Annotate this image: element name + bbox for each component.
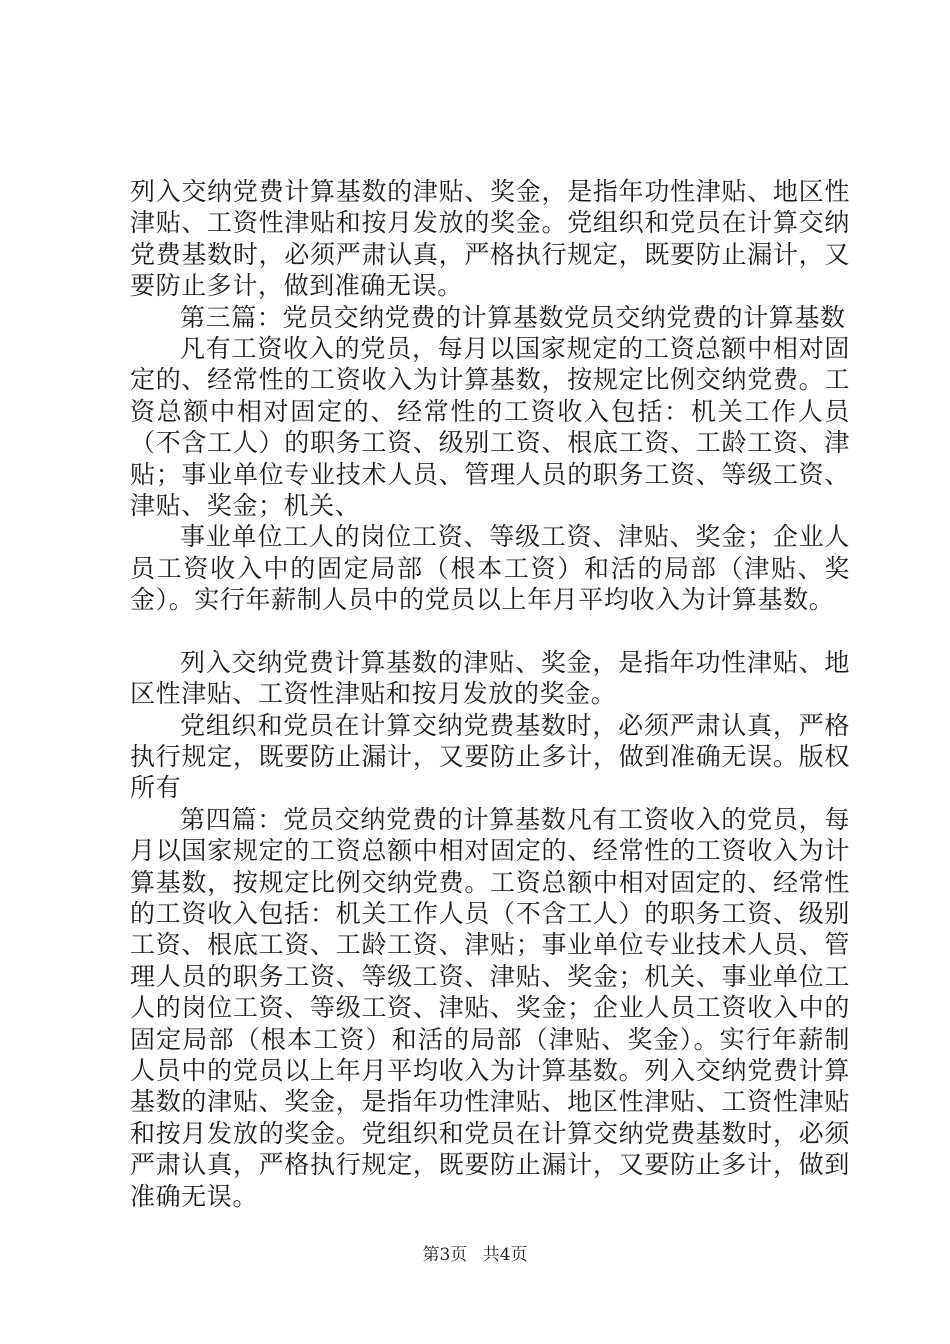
page-footer xyxy=(0,1244,950,1266)
paragraph-4: 事业单位工人的岗位工资、等级工资、津贴、奖金；企业人员工资收入中的固定局部（根本工资）和活的局部（津贴、奖金）。实行年薪制人员中的党员以上年月平均收入为计算基数。 xyxy=(130,522,850,615)
paragraph-5: 列入交纳党费计算基数的津贴、奖金，是指年功性津贴、地区性津贴、工资性津贴和按月发放的奖金。 xyxy=(130,647,850,709)
section-paragraph-4: 第四篇：党员交纳党费的计算基数凡有工资收入的党员，每月以国家规定的工资总额中相对固定的、经常性的工资收入为计算基数，按规定比例交纳党费。工资总额中相对固定的、经常性的工资收入包括：机关工作人员（不含工人）的职务工资、级别工资、根底工资、工龄工资、津贴；事业单位专业技术人员、管理人员的职务工资、等级工资、津贴、奖金；机关、事业单位工人的岗位工资、等级工资、津贴、奖金；企业人员工资收入中的固定局部（根本工资）和活的局部（津贴、奖金）。实行年薪制人员中的党员以上年月平均收入为计算基数。列入交纳党费计算基数的津贴、奖金，是指年功性津贴、地区性津贴、工资性津贴和按月发放的奖金。党组织和党员在计算交纳党费基数时，必须严肃认真，严格执行规定，既要防止漏计，又要防止多计，做到准确无误。 xyxy=(130,804,850,1211)
page-number: 第3页 xyxy=(422,1245,468,1265)
document-body xyxy=(130,176,850,1212)
paragraph-3: 凡有工资收入的党员，每月以国家规定的工资总额中相对固定的、经常性的工资收入为计算基数，按规定比例交纳党费。工资总额中相对固定的、经常性的工资收入包括：机关工作人员（不含工人）的职务工资、级别工资、根底工资、工龄工资、津贴；事业单位专业技术人员、管理人员的职务工资、等级工资、津贴、奖金；机关、 xyxy=(130,334,850,521)
paragraph-6: 党组织和党员在计算交纳党费基数时，必须严肃认真，严格执行规定，既要防止漏计，又要防止多计，做到准确无误。版权所有 xyxy=(130,710,850,803)
section-heading-3: 第三篇：党员交纳党费的计算基数党员交纳党费的计算基数 xyxy=(180,302,846,332)
paragraph-1: 列入交纳党费计算基数的津贴、奖金，是指年功性津贴、地区性津贴、工资性津贴和按月发放的奖金。党组织和党员在计算交纳党费基数时，必须严肃认真，严格执行规定，既要防止漏计，又要防止多计，做到准确无误。 xyxy=(130,177,850,301)
page-total: 共4页 xyxy=(482,1245,528,1265)
